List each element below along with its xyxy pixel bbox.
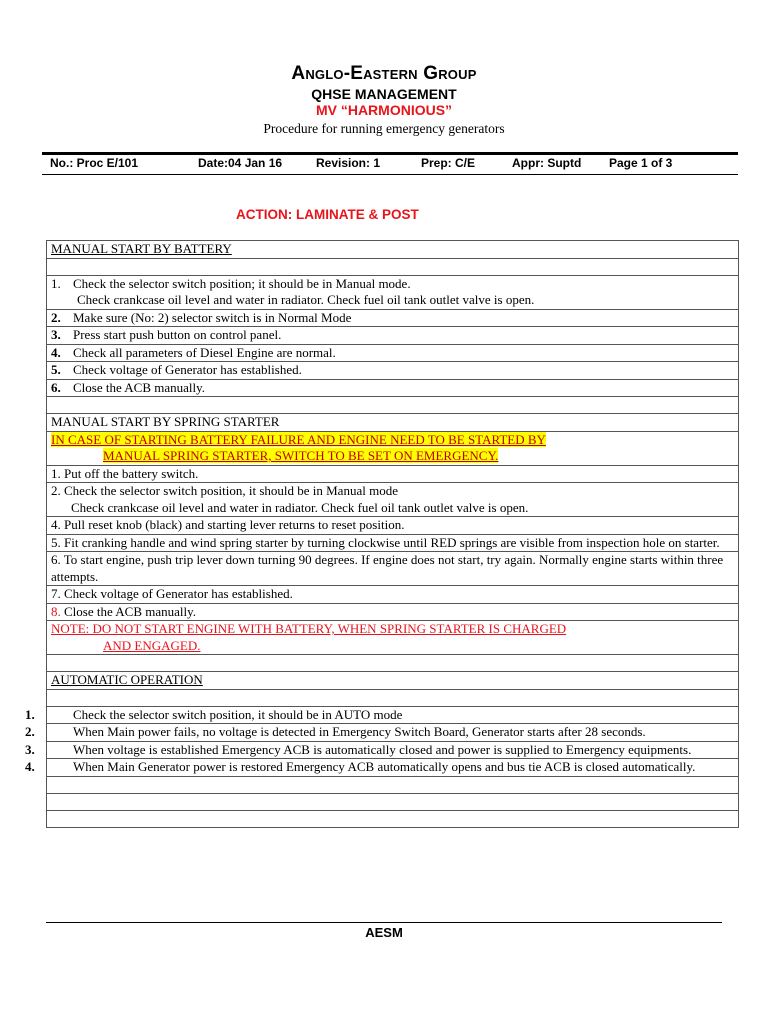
procedure-title: Procedure for running emergency generators <box>263 121 505 136</box>
spring-step-7: 7. Check voltage of Generator has established. <box>47 586 739 604</box>
vessel-name: MV “HARMONIOUS” <box>315 102 453 118</box>
doc-number: No.: Proc E/101 <box>50 156 139 170</box>
spring-step-2: 2. Check the selector switch position, it should be in Manual mode Check crankcase oil level and water in radiator. Check fuel oil tank outlet valve is open. <box>47 483 739 517</box>
auto-step-4: 4. When Main Generator power is restored Emergency ACB automatically opens and bus tie ACB is closed automatically. <box>47 759 739 777</box>
battery-step-5: 5. Check voltage of Generator has established. <box>47 362 739 380</box>
spring-step-1: 1. Put off the battery switch. <box>47 465 739 483</box>
doc-revision: Revision: 1 <box>316 156 381 170</box>
action-instruction: ACTION: LAMINATE & POST <box>236 207 419 222</box>
spring-step-4: 4. Pull reset knob (black) and starting lever returns to reset position. <box>47 517 739 535</box>
section-heading-spring: MANUAL START BY SPRING STARTER <box>47 414 739 432</box>
auto-step-3: 3. When voltage is established Emergency ACB is automatically closed and power is supplied to Emergency equipments. <box>47 741 739 759</box>
procedure-table <box>25 240 739 828</box>
company-name: Anglo-Eastern Group <box>291 63 477 84</box>
spring-step-6: 6. To start engine, push trip lever down turning 90 degrees. If engine does not start, try again. Normally engine starts within three attempts. <box>47 552 739 586</box>
footer-divider <box>46 922 722 923</box>
meta-divider <box>42 174 738 175</box>
battery-step-3: 3. Press start push button on control panel. <box>47 327 739 345</box>
spring-step-5: 5. Fit cranking handle and wind spring starter by turning clockwise until RED springs are visible from inspection hole on starter. <box>47 534 739 552</box>
footer-label: AESM <box>365 925 403 940</box>
blank-row <box>47 655 739 672</box>
department-title: QHSE MANAGEMENT <box>311 86 457 102</box>
battery-step-2: 2. Make sure (No: 2) selector switch is in Normal Mode <box>47 309 739 327</box>
battery-step-1: 1. Check the selector switch position; it should be in Manual mode. Check crankcase oil level and water in radiator. Check fuel oil tank outlet valve is open. <box>47 275 739 309</box>
doc-page-number: Page 1 of 3 <box>609 156 673 170</box>
spring-warning: IN CASE OF STARTING BATTERY FAILURE AND ENGINE NEED TO BE STARTED BY MANUAL SPRING STARTER, SWITCH TO BE SET ON EMERGENCY. <box>47 431 739 465</box>
blank-row <box>47 397 739 414</box>
doc-approved-by: Appr: Suptd <box>512 156 582 170</box>
blank-row <box>47 689 739 706</box>
doc-date: Date:04 Jan 16 <box>198 156 283 170</box>
header-divider <box>42 152 738 155</box>
spring-note: NOTE: DO NOT START ENGINE WITH BATTERY, WHEN SPRING STARTER IS CHARGED AND ENGAGED. <box>47 621 739 655</box>
blank-row <box>47 810 739 827</box>
spring-step-8: 8. Close the ACB manually. <box>47 603 739 621</box>
section-heading-battery: MANUAL START BY BATTERY <box>47 241 739 259</box>
battery-step-4: 4. Check all parameters of Diesel Engine are normal. <box>47 344 739 362</box>
doc-prepared-by: Prep: C/E <box>421 156 476 170</box>
section-heading-auto: AUTOMATIC OPERATION <box>47 672 739 690</box>
battery-step-6: 6. Close the ACB manually. <box>47 379 739 397</box>
blank-row <box>47 793 739 810</box>
blank-row <box>47 258 739 275</box>
auto-step-1: 1. Check the selector switch position, it should be in AUTO mode <box>47 706 739 724</box>
blank-row <box>47 776 739 793</box>
auto-step-2: 2. When Main power fails, no voltage is detected in Emergency Switch Board, Generator starts after 28 seconds. <box>47 724 739 742</box>
